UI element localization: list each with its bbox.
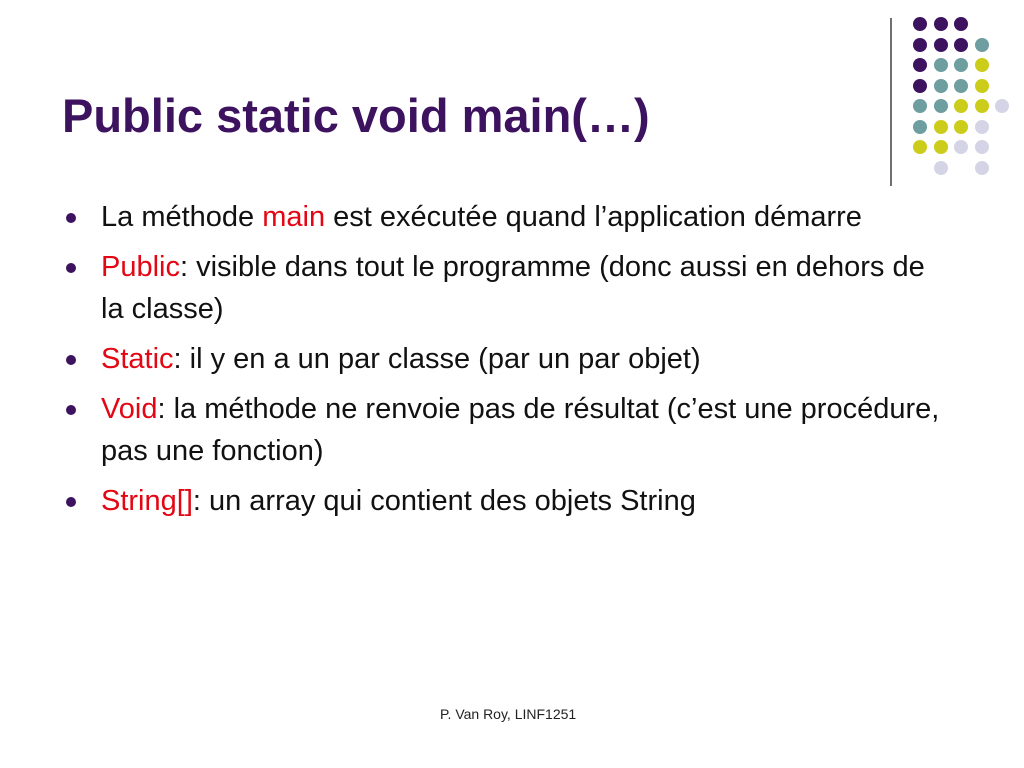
bullet-dot-icon — [66, 405, 76, 415]
dot-yellow — [975, 58, 989, 72]
dot-purple — [954, 38, 968, 52]
bullet-text: : la méthode ne renvoie pas de résultat (c’est une procédure, pas une fonction) — [101, 393, 940, 467]
dot-yellow — [954, 99, 968, 113]
keyword-static: Static — [101, 343, 174, 375]
dot-teal — [913, 120, 927, 134]
bullet-item-string-array — [62, 480, 942, 522]
dot-yellow — [954, 120, 968, 134]
dot-purple — [934, 17, 948, 31]
dot-teal — [934, 99, 948, 113]
dot-purple — [913, 58, 927, 72]
dot-teal — [934, 79, 948, 93]
dot-purple — [954, 17, 968, 31]
dot-teal — [975, 38, 989, 52]
keyword-public: Public — [101, 251, 180, 283]
dot-yellow — [975, 99, 989, 113]
dot-purple — [913, 79, 927, 93]
dot-lavender — [934, 161, 948, 175]
dot-teal — [954, 79, 968, 93]
dot-teal — [954, 58, 968, 72]
bullet-item-public — [62, 246, 942, 330]
bullet-text: : visible dans tout le programme (donc aussi en dehors de la classe) — [101, 251, 925, 325]
dot-teal — [934, 58, 948, 72]
slide-footer: P. Van Roy, LINF1251 — [440, 706, 577, 722]
dot-lavender — [975, 140, 989, 154]
bullet-dot-icon — [66, 213, 76, 223]
bullet-list — [62, 196, 942, 530]
bullet-text: : un array qui contient des objets String — [192, 485, 696, 517]
dot-yellow — [913, 140, 927, 154]
bullet-text: : il y en a un par classe (par un par objet) — [173, 343, 701, 375]
dot-yellow — [975, 79, 989, 93]
dot-purple — [913, 17, 927, 31]
dot-purple — [934, 38, 948, 52]
bullet-dot-icon — [66, 355, 76, 365]
bullet-item-main — [62, 196, 942, 238]
bullet-text-prefix: La méthode — [101, 201, 263, 233]
bullet-text: est exécutée quand l’application démarre — [325, 201, 862, 233]
slide-title: Public static void main(…) — [62, 89, 650, 142]
vertical-divider — [890, 18, 892, 186]
dot-lavender — [995, 99, 1009, 113]
keyword-void: Void — [101, 393, 158, 425]
dot-lavender — [975, 161, 989, 175]
keyword-main: main — [262, 201, 326, 233]
dot-lavender — [975, 120, 989, 134]
keyword-string-array: String[] — [101, 485, 193, 517]
dot-purple — [913, 38, 927, 52]
bullet-dot-icon — [66, 263, 76, 273]
dot-yellow — [934, 120, 948, 134]
bullet-item-static — [62, 338, 942, 380]
dot-lavender — [954, 140, 968, 154]
bullet-item-void — [62, 388, 942, 472]
dot-teal — [913, 99, 927, 113]
dot-yellow — [934, 140, 948, 154]
bullet-dot-icon — [66, 497, 76, 507]
